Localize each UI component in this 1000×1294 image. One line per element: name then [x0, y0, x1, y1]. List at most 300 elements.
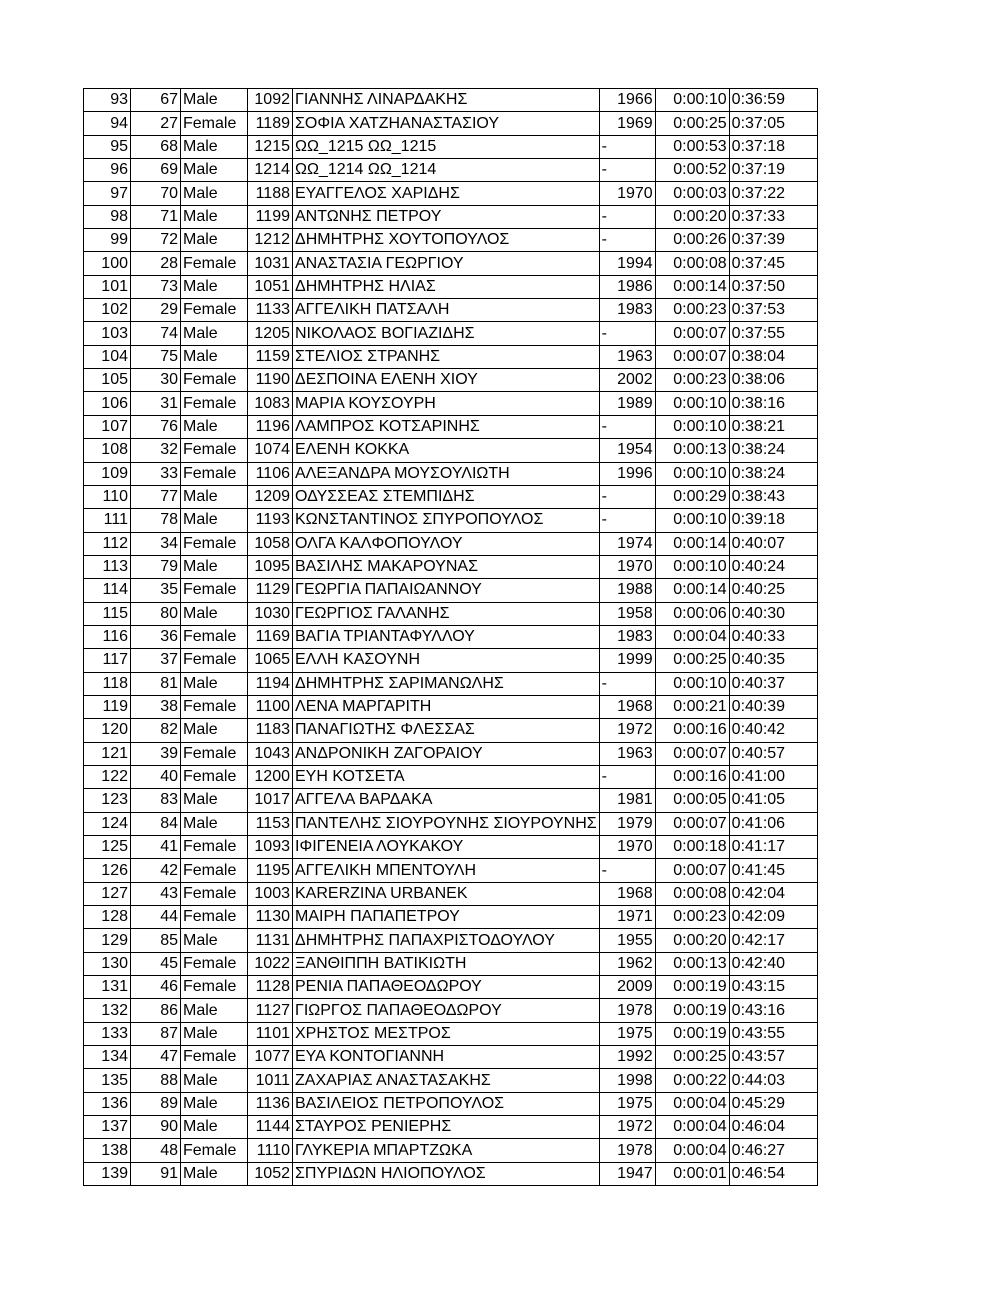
finish-time-cell: 0:41:05 [729, 789, 817, 812]
bib-number-cell: 1127 [248, 999, 293, 1022]
athlete-name-cell: ΔΗΜΗΤΡΗΣ ΠΑΠΑΧΡΙΣΤΟΔΟΥΛΟΥ [293, 929, 600, 952]
birth-year-cell: 1970 [599, 182, 655, 205]
finish-time-cell: 0:37:55 [729, 322, 817, 345]
bib-number-cell: 1209 [248, 485, 293, 508]
bib-number-cell: 1153 [248, 812, 293, 835]
athlete-name-cell: ΔΗΜΗΤΡΗΣ ΣΑΡΙΜΑΝΩΛΗΣ [293, 672, 600, 695]
athlete-name-cell: ΩΩ_1215 ΩΩ_1215 [293, 135, 600, 158]
birth-year-cell: 1989 [599, 392, 655, 415]
birth-year-cell: 1979 [599, 812, 655, 835]
finish-time-cell: 0:45:29 [729, 1092, 817, 1115]
gender-position-cell: 36 [131, 625, 181, 648]
finish-time-cell: 0:36:59 [729, 89, 817, 112]
table-row [84, 976, 818, 999]
gender-cell: Female [181, 625, 248, 648]
start-delay-cell: 0:00:07 [655, 859, 729, 882]
bib-number-cell: 1095 [248, 555, 293, 578]
gender-position-cell: 74 [131, 322, 181, 345]
table-row [84, 882, 818, 905]
athlete-name-cell: ΛΑΜΠΡΟΣ ΚΟΤΣΑΡΙΝΗΣ [293, 415, 600, 438]
athlete-name-cell: ΑΝΔΡΟΝΙΚΗ ΖΑΓΟΡΑΙΟΥ [293, 742, 600, 765]
finish-time-cell: 0:44:03 [729, 1069, 817, 1092]
gender-position-cell: 76 [131, 415, 181, 438]
athlete-name-cell: ΧΡΗΣΤΟΣ ΜΕΣΤΡΟΣ [293, 1022, 600, 1045]
table-row [84, 532, 818, 555]
birth-year-cell: - [599, 135, 655, 158]
overall-position-cell: 139 [84, 1162, 131, 1185]
start-delay-cell: 0:00:07 [655, 322, 729, 345]
overall-position-cell: 120 [84, 719, 131, 742]
athlete-name-cell: ΞΑΝΘΙΠΠΗ ΒΑΤΙΚΙΩΤΗ [293, 952, 600, 975]
overall-position-cell: 99 [84, 229, 131, 252]
gender-position-cell: 44 [131, 906, 181, 929]
finish-time-cell: 0:40:24 [729, 555, 817, 578]
finish-time-cell: 0:41:17 [729, 836, 817, 859]
start-delay-cell: 0:00:19 [655, 976, 729, 999]
overall-position-cell: 95 [84, 135, 131, 158]
gender-position-cell: 39 [131, 742, 181, 765]
start-delay-cell: 0:00:16 [655, 765, 729, 788]
overall-position-cell: 125 [84, 836, 131, 859]
finish-time-cell: 0:37:39 [729, 229, 817, 252]
finish-time-cell: 0:40:42 [729, 719, 817, 742]
overall-position-cell: 121 [84, 742, 131, 765]
gender-position-cell: 32 [131, 439, 181, 462]
bib-number-cell: 1214 [248, 159, 293, 182]
athlete-name-cell: ΑΓΓΕΛΙΚΗ ΜΠΕΝΤΟΥΛΗ [293, 859, 600, 882]
gender-cell: Male [181, 602, 248, 625]
gender-position-cell: 79 [131, 555, 181, 578]
overall-position-cell: 101 [84, 275, 131, 298]
start-delay-cell: 0:00:04 [655, 1139, 729, 1162]
birth-year-cell: 1954 [599, 439, 655, 462]
table-row [84, 135, 818, 158]
gender-position-cell: 86 [131, 999, 181, 1022]
finish-time-cell: 0:38:24 [729, 439, 817, 462]
athlete-name-cell: ΖΑΧΑΡΙΑΣ ΑΝΑΣΤΑΣΑΚΗΣ [293, 1069, 600, 1092]
bib-number-cell: 1031 [248, 252, 293, 275]
start-delay-cell: 0:00:07 [655, 812, 729, 835]
overall-position-cell: 104 [84, 345, 131, 368]
gender-position-cell: 67 [131, 89, 181, 112]
overall-position-cell: 109 [84, 462, 131, 485]
athlete-name-cell: KARERZINA URBANEK [293, 882, 600, 905]
start-delay-cell: 0:00:16 [655, 719, 729, 742]
gender-cell: Female [181, 439, 248, 462]
overall-position-cell: 111 [84, 509, 131, 532]
gender-cell: Female [181, 765, 248, 788]
finish-time-cell: 0:37:22 [729, 182, 817, 205]
birth-year-cell: 1968 [599, 882, 655, 905]
bib-number-cell: 1043 [248, 742, 293, 765]
results-table [83, 88, 818, 1186]
finish-time-cell: 0:46:27 [729, 1139, 817, 1162]
athlete-name-cell: ΕΥΗ ΚΟΤΣΕΤΑ [293, 765, 600, 788]
gender-position-cell: 41 [131, 836, 181, 859]
birth-year-cell: 1975 [599, 1022, 655, 1045]
finish-time-cell: 0:41:45 [729, 859, 817, 882]
birth-year-cell: 1968 [599, 695, 655, 718]
gender-position-cell: 43 [131, 882, 181, 905]
table-row [84, 695, 818, 718]
bib-number-cell: 1215 [248, 135, 293, 158]
table-row [84, 322, 818, 345]
athlete-name-cell: ΓΕΩΡΓΙΟΣ ΓΑΛΑΝΗΣ [293, 602, 600, 625]
overall-position-cell: 138 [84, 1139, 131, 1162]
start-delay-cell: 0:00:14 [655, 579, 729, 602]
gender-position-cell: 78 [131, 509, 181, 532]
table-row [84, 836, 818, 859]
table-row [84, 462, 818, 485]
start-delay-cell: 0:00:10 [655, 392, 729, 415]
gender-cell: Male [181, 89, 248, 112]
overall-position-cell: 117 [84, 649, 131, 672]
gender-position-cell: 27 [131, 112, 181, 135]
start-delay-cell: 0:00:07 [655, 345, 729, 368]
table-row [84, 252, 818, 275]
athlete-name-cell: ΓΙΩΡΓΟΣ ΠΑΠΑΘΕΟΔΩΡΟΥ [293, 999, 600, 1022]
gender-cell: Male [181, 275, 248, 298]
start-delay-cell: 0:00:13 [655, 952, 729, 975]
athlete-name-cell: ΜΑΙΡΗ ΠΑΠΑΠΕΤΡΟΥ [293, 906, 600, 929]
finish-time-cell: 0:40:57 [729, 742, 817, 765]
finish-time-cell: 0:46:04 [729, 1116, 817, 1139]
overall-position-cell: 123 [84, 789, 131, 812]
bib-number-cell: 1144 [248, 1116, 293, 1139]
start-delay-cell: 0:00:10 [655, 672, 729, 695]
finish-time-cell: 0:42:17 [729, 929, 817, 952]
overall-position-cell: 100 [84, 252, 131, 275]
athlete-name-cell: ΕΛΕΝΗ ΚΟΚΚΑ [293, 439, 600, 462]
results-table-body [84, 89, 818, 1186]
table-row [84, 345, 818, 368]
overall-position-cell: 94 [84, 112, 131, 135]
finish-time-cell: 0:42:09 [729, 906, 817, 929]
bib-number-cell: 1030 [248, 602, 293, 625]
table-row [84, 649, 818, 672]
gender-cell: Female [181, 392, 248, 415]
overall-position-cell: 116 [84, 625, 131, 648]
finish-time-cell: 0:38:43 [729, 485, 817, 508]
table-row [84, 485, 818, 508]
birth-year-cell: - [599, 205, 655, 228]
athlete-name-cell: ΟΔΥΣΣΕΑΣ ΣΤΕΜΠΙΔΗΣ [293, 485, 600, 508]
table-row [84, 1046, 818, 1069]
gender-position-cell: 90 [131, 1116, 181, 1139]
gender-cell: Female [181, 742, 248, 765]
athlete-name-cell: ΔΕΣΠΟΙΝΑ ΕΛΕΝΗ ΧΙΟΥ [293, 369, 600, 392]
gender-position-cell: 81 [131, 672, 181, 695]
birth-year-cell: 1996 [599, 462, 655, 485]
gender-cell: Female [181, 649, 248, 672]
gender-position-cell: 45 [131, 952, 181, 975]
bib-number-cell: 1136 [248, 1092, 293, 1115]
table-row [84, 579, 818, 602]
start-delay-cell: 0:00:19 [655, 999, 729, 1022]
gender-position-cell: 68 [131, 135, 181, 158]
gender-cell: Male [181, 812, 248, 835]
gender-cell: Female [181, 1139, 248, 1162]
birth-year-cell: - [599, 159, 655, 182]
gender-position-cell: 84 [131, 812, 181, 835]
finish-time-cell: 0:41:06 [729, 812, 817, 835]
bib-number-cell: 1205 [248, 322, 293, 345]
athlete-name-cell: ΑΝΤΩΝΗΣ ΠΕΤΡΟΥ [293, 205, 600, 228]
birth-year-cell: 1983 [599, 625, 655, 648]
finish-time-cell: 0:37:19 [729, 159, 817, 182]
gender-position-cell: 46 [131, 976, 181, 999]
table-row [84, 929, 818, 952]
gender-position-cell: 91 [131, 1162, 181, 1185]
table-row [84, 1069, 818, 1092]
birth-year-cell: - [599, 509, 655, 532]
finish-time-cell: 0:37:18 [729, 135, 817, 158]
birth-year-cell: 1986 [599, 275, 655, 298]
table-row [84, 439, 818, 462]
finish-time-cell: 0:37:33 [729, 205, 817, 228]
birth-year-cell: 1975 [599, 1092, 655, 1115]
gender-position-cell: 88 [131, 1069, 181, 1092]
gender-position-cell: 75 [131, 345, 181, 368]
table-row [84, 602, 818, 625]
start-delay-cell: 0:00:03 [655, 182, 729, 205]
finish-time-cell: 0:37:50 [729, 275, 817, 298]
bib-number-cell: 1133 [248, 299, 293, 322]
athlete-name-cell: ΙΦΙΓΕΝΕΙΑ ΛΟΥΚΑΚΟΥ [293, 836, 600, 859]
birth-year-cell: 1981 [599, 789, 655, 812]
table-row [84, 859, 818, 882]
table-row [84, 742, 818, 765]
athlete-name-cell: ΛΕΝΑ ΜΑΡΓΑΡΙΤΗ [293, 695, 600, 718]
start-delay-cell: 0:00:18 [655, 836, 729, 859]
start-delay-cell: 0:00:14 [655, 532, 729, 555]
bib-number-cell: 1011 [248, 1069, 293, 1092]
birth-year-cell: - [599, 485, 655, 508]
finish-time-cell: 0:46:54 [729, 1162, 817, 1185]
gender-cell: Female [181, 112, 248, 135]
bib-number-cell: 1017 [248, 789, 293, 812]
athlete-name-cell: ΩΩ_1214 ΩΩ_1214 [293, 159, 600, 182]
table-row [84, 112, 818, 135]
birth-year-cell: 1970 [599, 836, 655, 859]
gender-position-cell: 34 [131, 532, 181, 555]
gender-position-cell: 48 [131, 1139, 181, 1162]
table-row [84, 1092, 818, 1115]
bib-number-cell: 1193 [248, 509, 293, 532]
bib-number-cell: 1128 [248, 976, 293, 999]
birth-year-cell: 1972 [599, 719, 655, 742]
bib-number-cell: 1092 [248, 89, 293, 112]
gender-position-cell: 82 [131, 719, 181, 742]
athlete-name-cell: ΕΥΑ ΚΟΝΤΟΓΙΑΝΝΗ [293, 1046, 600, 1069]
gender-cell: Male [181, 1162, 248, 1185]
athlete-name-cell: ΔΗΜΗΤΡΗΣ ΧΟΥΤΟΠΟΥΛΟΣ [293, 229, 600, 252]
gender-position-cell: 87 [131, 1022, 181, 1045]
table-row [84, 205, 818, 228]
table-row [84, 182, 818, 205]
bib-number-cell: 1083 [248, 392, 293, 415]
start-delay-cell: 0:00:08 [655, 252, 729, 275]
gender-cell: Female [181, 859, 248, 882]
gender-position-cell: 80 [131, 602, 181, 625]
birth-year-cell: 1970 [599, 555, 655, 578]
table-row [84, 952, 818, 975]
start-delay-cell: 0:00:53 [655, 135, 729, 158]
start-delay-cell: 0:00:10 [655, 555, 729, 578]
birth-year-cell: - [599, 322, 655, 345]
gender-position-cell: 72 [131, 229, 181, 252]
finish-time-cell: 0:42:40 [729, 952, 817, 975]
athlete-name-cell: ΣΠΥΡΙΔΩΝ ΗΛΙΟΠΟΥΛΟΣ [293, 1162, 600, 1185]
athlete-name-cell: ΣΤΑΥΡΟΣ ΡΕΝΙΕΡΗΣ [293, 1116, 600, 1139]
athlete-name-cell: ΓΕΩΡΓΙΑ ΠΑΠΑΙΩΑΝΝΟΥ [293, 579, 600, 602]
bib-number-cell: 1074 [248, 439, 293, 462]
gender-position-cell: 89 [131, 1092, 181, 1115]
birth-year-cell: 2002 [599, 369, 655, 392]
gender-cell: Female [181, 1046, 248, 1069]
overall-position-cell: 130 [84, 952, 131, 975]
gender-cell: Male [181, 1092, 248, 1115]
bib-number-cell: 1159 [248, 345, 293, 368]
bib-number-cell: 1130 [248, 906, 293, 929]
gender-cell: Female [181, 836, 248, 859]
table-row [84, 415, 818, 438]
table-row [84, 555, 818, 578]
start-delay-cell: 0:00:04 [655, 1116, 729, 1139]
finish-time-cell: 0:40:30 [729, 602, 817, 625]
birth-year-cell: 1978 [599, 1139, 655, 1162]
table-row [84, 765, 818, 788]
overall-position-cell: 135 [84, 1069, 131, 1092]
athlete-name-cell: ΑΛΕΞΑΝΔΡΑ ΜΟΥΣΟΥΛΙΩΤΗ [293, 462, 600, 485]
gender-cell: Male [181, 182, 248, 205]
bib-number-cell: 1131 [248, 929, 293, 952]
table-row [84, 999, 818, 1022]
start-delay-cell: 0:00:13 [655, 439, 729, 462]
start-delay-cell: 0:00:21 [655, 695, 729, 718]
athlete-name-cell: ΡΕΝΙΑ ΠΑΠΑΘΕΟΔΩΡΟΥ [293, 976, 600, 999]
gender-cell: Female [181, 252, 248, 275]
start-delay-cell: 0:00:25 [655, 649, 729, 672]
gender-cell: Female [181, 976, 248, 999]
birth-year-cell: 2009 [599, 976, 655, 999]
bib-number-cell: 1196 [248, 415, 293, 438]
overall-position-cell: 98 [84, 205, 131, 228]
start-delay-cell: 0:00:06 [655, 602, 729, 625]
birth-year-cell: 1998 [599, 1069, 655, 1092]
table-row [84, 229, 818, 252]
start-delay-cell: 0:00:01 [655, 1162, 729, 1185]
birth-year-cell: 1972 [599, 1116, 655, 1139]
birth-year-cell: - [599, 765, 655, 788]
overall-position-cell: 108 [84, 439, 131, 462]
overall-position-cell: 118 [84, 672, 131, 695]
overall-position-cell: 119 [84, 695, 131, 718]
gender-cell: Female [181, 369, 248, 392]
gender-position-cell: 71 [131, 205, 181, 228]
start-delay-cell: 0:00:10 [655, 415, 729, 438]
gender-cell: Male [181, 485, 248, 508]
gender-cell: Female [181, 906, 248, 929]
finish-time-cell: 0:43:15 [729, 976, 817, 999]
bib-number-cell: 1052 [248, 1162, 293, 1185]
bib-number-cell: 1199 [248, 205, 293, 228]
overall-position-cell: 122 [84, 765, 131, 788]
start-delay-cell: 0:00:10 [655, 509, 729, 532]
bib-number-cell: 1129 [248, 579, 293, 602]
gender-cell: Male [181, 415, 248, 438]
birth-year-cell: 1966 [599, 89, 655, 112]
athlete-name-cell: ΕΥΑΓΓΕΛΟΣ ΧΑΡΙΔΗΣ [293, 182, 600, 205]
bib-number-cell: 1212 [248, 229, 293, 252]
finish-time-cell: 0:43:55 [729, 1022, 817, 1045]
start-delay-cell: 0:00:19 [655, 1022, 729, 1045]
start-delay-cell: 0:00:08 [655, 882, 729, 905]
gender-cell: Male [181, 1116, 248, 1139]
athlete-name-cell: ΓΛΥΚΕΡΙΑ ΜΠΑΡΤΖΩΚΑ [293, 1139, 600, 1162]
bib-number-cell: 1183 [248, 719, 293, 742]
overall-position-cell: 127 [84, 882, 131, 905]
overall-position-cell: 97 [84, 182, 131, 205]
gender-position-cell: 83 [131, 789, 181, 812]
start-delay-cell: 0:00:07 [655, 742, 729, 765]
gender-cell: Male [181, 1069, 248, 1092]
gender-position-cell: 33 [131, 462, 181, 485]
start-delay-cell: 0:00:10 [655, 89, 729, 112]
athlete-name-cell: ΟΛΓΑ ΚΑΛΦΟΠΟΥΛΟΥ [293, 532, 600, 555]
gender-cell: Male [181, 1022, 248, 1045]
gender-position-cell: 35 [131, 579, 181, 602]
bib-number-cell: 1194 [248, 672, 293, 695]
birth-year-cell: - [599, 859, 655, 882]
gender-position-cell: 47 [131, 1046, 181, 1069]
overall-position-cell: 129 [84, 929, 131, 952]
birth-year-cell: 1969 [599, 112, 655, 135]
finish-time-cell: 0:37:53 [729, 299, 817, 322]
overall-position-cell: 132 [84, 999, 131, 1022]
finish-time-cell: 0:43:16 [729, 999, 817, 1022]
overall-position-cell: 93 [84, 89, 131, 112]
start-delay-cell: 0:00:05 [655, 789, 729, 812]
gender-position-cell: 69 [131, 159, 181, 182]
athlete-name-cell: ΔΗΜΗΤΡΗΣ ΗΛΙΑΣ [293, 275, 600, 298]
birth-year-cell: - [599, 229, 655, 252]
bib-number-cell: 1093 [248, 836, 293, 859]
overall-position-cell: 112 [84, 532, 131, 555]
bib-number-cell: 1189 [248, 112, 293, 135]
overall-position-cell: 96 [84, 159, 131, 182]
finish-time-cell: 0:38:21 [729, 415, 817, 438]
birth-year-cell: 1992 [599, 1046, 655, 1069]
gender-position-cell: 38 [131, 695, 181, 718]
start-delay-cell: 0:00:20 [655, 929, 729, 952]
overall-position-cell: 107 [84, 415, 131, 438]
gender-cell: Male [181, 509, 248, 532]
birth-year-cell: - [599, 415, 655, 438]
gender-cell: Female [181, 299, 248, 322]
bib-number-cell: 1065 [248, 649, 293, 672]
birth-year-cell: 1999 [599, 649, 655, 672]
birth-year-cell: 1994 [599, 252, 655, 275]
table-row [84, 1116, 818, 1139]
athlete-name-cell: ΜΑΡΙΑ ΚΟΥΣΟΥΡΗ [293, 392, 600, 415]
bib-number-cell: 1077 [248, 1046, 293, 1069]
bib-number-cell: 1188 [248, 182, 293, 205]
start-delay-cell: 0:00:20 [655, 205, 729, 228]
athlete-name-cell: ΓΙΑΝΝΗΣ ΛΙΝΑΡΔΑΚΗΣ [293, 89, 600, 112]
gender-cell: Male [181, 929, 248, 952]
finish-time-cell: 0:41:00 [729, 765, 817, 788]
